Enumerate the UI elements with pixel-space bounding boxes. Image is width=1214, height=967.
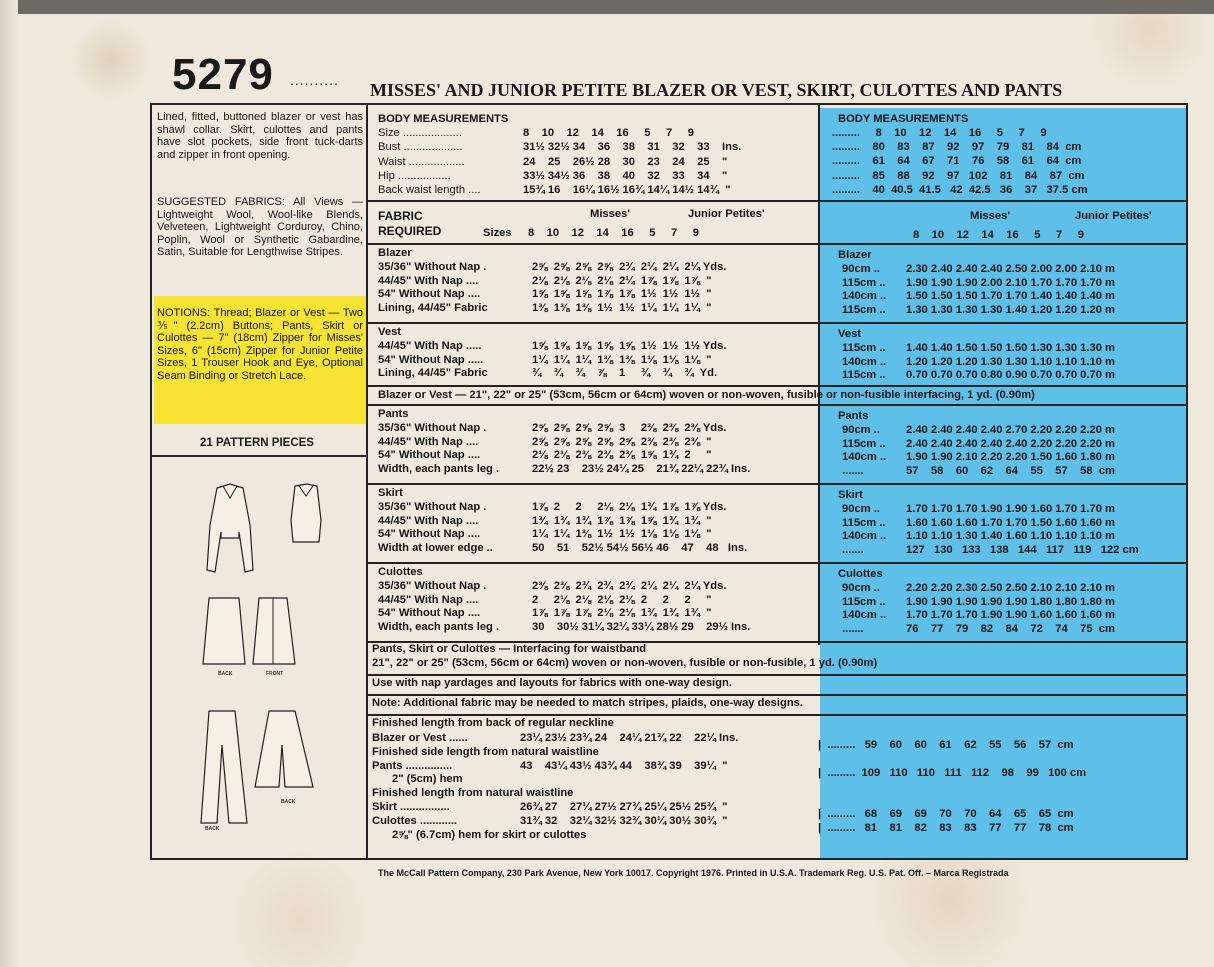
finished-blazer-metric: | ......... 59 60 60 61 62 55 56 57 cm bbox=[818, 739, 1074, 751]
blazer-row-values: 2⅝ 2⅝ 2⅝ 2⅝ 2¾ 2¼ 2¼ 2¼ Yds. bbox=[532, 261, 727, 273]
finished-culottes-metric: | ......... 81 81 82 83 83 77 77 78 cm bbox=[818, 822, 1074, 834]
rule bbox=[367, 404, 1187, 406]
metric-heading: BODY MEASUREMENTS bbox=[838, 113, 969, 125]
vest-metric-values: 0.70 0.70 0.70 0.80 0.90 0.70 0.70 0.70 m bbox=[906, 369, 1116, 382]
body-measurement-label: Waist .................. bbox=[378, 155, 465, 168]
fabric-heading: FABRIC bbox=[378, 209, 423, 223]
finished-skirt-values: 26¾ 27 27¼ 27½ 27¾ 25¼ 25½ 25¾ " bbox=[520, 801, 728, 813]
finished-skirt-label: Skirt ................ bbox=[372, 801, 450, 813]
rule bbox=[152, 455, 366, 457]
vest-row-values: ¾ ¾ ¾ ⅞ 1 ¾ ¾ ¾ Yd. bbox=[532, 367, 718, 380]
blazer-metric-label: 115cm .. bbox=[842, 276, 886, 289]
skirt-row-values: 50 51 52½ 54½ 56½ 46 47 48 Ins. bbox=[532, 541, 748, 554]
culottes-row-label: 44/45" With Nap .... bbox=[378, 593, 479, 606]
notions: NOTIONS: Thread; Blazer or Vest — Two ⅗" (2.2cm) Buttons; Pants, Skirt or Culottes — 7" (18cm) Zipper for Misses' Sizes, 6" (15cm) Zipper for Junior Petite Sizes, 1 Trouser Hook and Eye, Optional Seam Binding or Stretch Lace. bbox=[157, 307, 363, 382]
culottes-row-label: Width, each pants leg . bbox=[378, 620, 500, 633]
section-title-vest: Vest bbox=[378, 326, 402, 338]
blazer-row-label: Lining, 44/45" Fabric bbox=[378, 301, 488, 314]
pattern-pieces-count: 21 PATTERN PIECES bbox=[200, 437, 314, 449]
caption-back: BACK bbox=[281, 799, 296, 805]
publisher-footer: The McCall Pattern Company, 230 Park Avenue, New York 10017. Copyright 1976. Printed in U.S.A. Trademark Reg. U.S. Pat. Off. – Marca Registrada bbox=[378, 868, 1009, 878]
pants-metric-values: 2.40 2.40 2.40 2.40 2.70 2.20 2.20 2.20 m bbox=[906, 424, 1116, 436]
skirt-metric-label: 115cm .. bbox=[842, 516, 886, 529]
pants-metric-label: 115cm .. bbox=[842, 437, 886, 450]
interfacing-waistband: Pants, Skirt or Culottes — Interfacing for waistband bbox=[372, 643, 647, 655]
section-title-skirt: Skirt bbox=[378, 487, 403, 499]
blazer-metric-label: 140cm .. bbox=[842, 290, 887, 303]
pants-metric-label: ....... bbox=[842, 464, 864, 477]
skirt-row-values: 1¾ 1¾ 1¾ 1⅞ 1⅞ 1⅝ 1¾ 1¾ " bbox=[532, 514, 712, 527]
blazer-row-label: 54" Without Nap .... bbox=[378, 288, 481, 301]
culottes-metric-values: 2.20 2.20 2.30 2.50 2.50 2.10 2.10 2.10 m bbox=[906, 582, 1116, 594]
vest-metric-label: 115cm .. bbox=[842, 342, 886, 354]
culottes-row-values: 2 2⅛ 2⅛ 2⅛ 2⅛ 2 2 2 " bbox=[532, 593, 712, 606]
culottes-metric-label: 90cm .. bbox=[842, 582, 880, 594]
skirt-hem-note: 2⅝" (6.7cm) hem for skirt or culottes bbox=[392, 829, 587, 841]
rule bbox=[367, 243, 1187, 245]
vest-metric-values: 1.20 1.20 1.20 1.30 1.30 1.10 1.10 1.10 m bbox=[906, 355, 1116, 368]
caption-back: BACK bbox=[205, 826, 220, 832]
pattern-number: 5279 bbox=[172, 50, 274, 99]
skirt-row-values: 1⅞ 2 2 2⅛ 2⅛ 1¾ 1⅞ 1⅞ Yds. bbox=[532, 501, 727, 513]
metric-size-columns: 8 10 12 14 16 5 7 9 bbox=[913, 229, 1085, 241]
culottes-row-values: 1⅞ 1⅞ 1⅞ 2⅛ 2⅛ 1¾ 1¾ 1¾ " bbox=[532, 607, 712, 620]
divider-metric bbox=[818, 105, 820, 645]
culottes-metric-label: ....... bbox=[842, 622, 864, 635]
size-columns: 8 10 12 14 16 5 7 9 bbox=[528, 227, 700, 239]
caption-back: BACK bbox=[218, 671, 233, 677]
metric-measurement-row: ......... 85 88 92 97 102 81 84 87 cm bbox=[832, 169, 1085, 182]
pants-row-values: 22½ 23 23½ 24¼ 25 21¾ 22¼ 22¾ Ins. bbox=[532, 462, 751, 475]
pants-culottes-illustration bbox=[195, 705, 325, 830]
finished-heading: Finished length from back of regular neckline bbox=[372, 717, 614, 729]
vest-row-label: 44/45" With Nap ..... bbox=[378, 340, 482, 352]
garment-description: Lined, fitted, buttoned blazer or vest has shawl collar. Skirt, culottes and pants have slot pockets, side front tuck-darts and zipper in front opening. bbox=[157, 111, 363, 161]
pants-row-label: 54" Without Nap .... bbox=[378, 449, 481, 462]
skirt-metric-label: 90cm .. bbox=[842, 503, 880, 515]
culottes-metric-values: 1.90 1.90 1.90 1.90 1.90 1.80 1.80 1.80 m bbox=[906, 595, 1116, 608]
blazer-row-values: 2⅛ 2⅛ 2⅛ 2⅛ 2¼ 1⅞ 1⅞ 1⅞ " bbox=[532, 274, 712, 287]
body-measurement-values: 31½ 32½ 34 36 38 31 32 33 Ins. bbox=[523, 141, 742, 154]
pattern-title: MISSES' AND JUNIOR PETITE BLAZER OR VEST, SKIRT, CULOTTES AND PANTS bbox=[370, 80, 1063, 100]
skirt-metric-values: 1.10 1.10 1.30 1.40 1.60 1.10 1.10 1.10 m bbox=[906, 530, 1116, 543]
interfacing-waistband-detail: 21", 22" or 25" (53cm, 56cm or 64cm) woven or non-woven, fusible or non-fusible, 1 yd. (0.90m) bbox=[372, 657, 878, 669]
pants-row-label: Width, each pants leg . bbox=[378, 462, 500, 475]
rule bbox=[367, 200, 1187, 202]
top-edge bbox=[0, 0, 1214, 14]
vest-row-label: Lining, 44/45" Fabric bbox=[378, 367, 488, 380]
culottes-row-values: 30 30½ 31¼ 32¼ 33¼ 28½ 29 29½ Ins. bbox=[532, 620, 751, 633]
culottes-metric-label: 115cm .. bbox=[842, 595, 886, 608]
skirt-metric-values: 1.70 1.70 1.70 1.90 1.90 1.60 1.70 1.70 m bbox=[906, 503, 1116, 515]
finished-waist-heading: Finished length from natural waistline bbox=[372, 787, 574, 799]
metric-section-title-vest: Vest bbox=[838, 328, 862, 340]
finished-pants-label: Pants ............... bbox=[372, 760, 453, 772]
finished-skirt-metric: | ......... 68 69 69 70 70 64 65 65 cm bbox=[818, 808, 1074, 820]
body-measurement-label: Back waist length .... bbox=[378, 184, 481, 196]
finished-pants-metric: | ......... 109 110 110 111 112 98 99 100 cm bbox=[818, 767, 1087, 779]
skirt-metric-values: 1.60 1.60 1.60 1.70 1.70 1.50 1.60 1.60 m bbox=[906, 516, 1116, 529]
pants-metric-label: 140cm .. bbox=[842, 451, 887, 464]
finished-pants-values: 43 43¼ 43½ 43¾ 44 38¾ 39 39¼ " bbox=[520, 760, 728, 772]
skirt-row-label: 54" Without Nap .... bbox=[378, 528, 481, 541]
metric-section-title-pants: Pants bbox=[838, 410, 869, 422]
pants-metric-values: 2.40 2.40 2.40 2.40 2.40 2.20 2.20 2.20 m bbox=[906, 437, 1116, 450]
body-measurement-label: BODY MEASUREMENTS bbox=[378, 113, 509, 125]
section-title-pants: Pants bbox=[378, 408, 409, 420]
section-title-blazer: Blazer bbox=[378, 247, 412, 259]
vest-metric-values: 1.40 1.40 1.50 1.50 1.50 1.30 1.30 1.30 m bbox=[906, 342, 1116, 354]
misses-label: Misses' bbox=[590, 208, 630, 220]
pants-hem-note: 2" (5cm) hem bbox=[392, 773, 463, 785]
finished-culottes-label: Culottes ............ bbox=[372, 815, 458, 827]
skirt-row-label: Width at lower edge .. bbox=[378, 541, 493, 554]
blazer-metric-values: 1.50 1.50 1.50 1.70 1.70 1.40 1.40 1.40 m bbox=[906, 290, 1116, 303]
suggested-fabrics: SUGGESTED FABRICS: All Views — Lightweight Wool, Wool-like Blends, Velveteen, Lightweight Corduroy, Chino, Poplin, Wool or Synthetic Gabardine, Satin, Suitable for Lengthwise Stripes. bbox=[157, 196, 363, 259]
body-measurement-label: Bust ................... bbox=[378, 141, 463, 154]
divider-left bbox=[366, 105, 368, 858]
metric-section-title-culottes: Culottes bbox=[838, 568, 883, 580]
rule bbox=[367, 714, 1187, 716]
rule bbox=[367, 562, 1187, 564]
rule bbox=[367, 694, 1187, 696]
finished-blazer-values: 23¼ 23½ 23¾ 24 24¼ 21¾ 22 22¼ Ins. bbox=[520, 732, 739, 744]
fabric-heading: REQUIRED bbox=[378, 224, 442, 238]
body-measurement-values: 33½ 34½ 36 38 40 32 33 34 " bbox=[523, 169, 728, 182]
vest-metric-label: 115cm .. bbox=[842, 369, 886, 382]
body-measurement-label: Size ................... bbox=[378, 127, 462, 140]
skirt-metric-values: 127 130 133 138 144 117 119 122 cm bbox=[906, 543, 1139, 556]
blazer-metric-values: 1.30 1.30 1.30 1.30 1.40 1.20 1.20 1.20 m bbox=[906, 303, 1116, 316]
sizes-label: Sizes bbox=[483, 227, 512, 239]
finished-side-heading: Finished side length from natural waistline bbox=[372, 746, 599, 758]
nap-note: Use with nap yardages and layouts for fabrics with one-way design. bbox=[372, 677, 732, 689]
blazer-metric-values: 1.90 1.90 1.90 2.00 2.10 1.70 1.70 1.70 m bbox=[906, 276, 1116, 289]
blazer-metric-label: 90cm .. bbox=[842, 263, 880, 275]
pants-metric-values: 57 58 60 62 64 55 57 58 cm bbox=[906, 464, 1115, 477]
blazer-row-values: 1⅜ 1⅜ 1⅜ 1½ 1½ 1¼ 1¼ 1¼ " bbox=[532, 301, 712, 314]
metric-junior-label: Junior Petites' bbox=[1075, 210, 1152, 222]
blazer-row-values: 1⅝ 1⅝ 1⅝ 1⅞ 1⅞ 1½ 1½ 1½ " bbox=[532, 288, 712, 301]
interfacing-blazer: Blazer or Vest — 21", 22" or 25" (53cm, 56cm or 64cm) woven or non-woven, fusible or non-fusible interfacing, 1 yd. (0.90m) bbox=[378, 389, 1035, 401]
body-measurement-values: 15¾ 16 16¼ 16½ 16¾ 14¼ 14½ 14¾ " bbox=[523, 184, 731, 196]
metric-measurement-row: ......... 80 83 87 92 97 79 81 84 cm bbox=[832, 141, 1082, 154]
skirt-metric-label: 140cm .. bbox=[842, 530, 887, 543]
skirt-metric-label: ....... bbox=[842, 543, 864, 556]
blazer-metric-label: 115cm .. bbox=[842, 303, 886, 316]
skirt-row-values: 1¼ 1¼ 1⅜ 1½ 1½ 1⅛ 1⅛ 1⅛ " bbox=[532, 528, 712, 541]
rule bbox=[367, 385, 1187, 387]
vest-row-values: 1⅝ 1⅝ 1⅝ 1⅝ 1⅝ 1½ 1½ 1½ Yds. bbox=[532, 340, 727, 352]
metric-section-title-blazer: Blazer bbox=[838, 249, 872, 261]
finished-culottes-values: 31¾ 32 32¼ 32½ 32¾ 30¼ 30½ 30¾ " bbox=[520, 815, 728, 827]
metric-misses-label: Misses' bbox=[970, 210, 1010, 222]
metric-section-title-skirt: Skirt bbox=[838, 489, 863, 501]
culottes-metric-values: 76 77 79 82 84 72 74 75 cm bbox=[906, 622, 1115, 635]
culottes-row-label: 54" Without Nap .... bbox=[378, 607, 481, 620]
body-measurement-values: 8 10 12 14 16 5 7 9 bbox=[523, 127, 695, 140]
culottes-row-values: 2⅜ 2⅜ 2¾ 2¾ 2¾ 2¼ 2¼ 2¼ Yds. bbox=[532, 580, 727, 592]
body-measurement-values: 24 25 26½ 28 30 23 24 25 " bbox=[523, 155, 728, 168]
pants-row-label: 44/45" With Nap .... bbox=[378, 435, 479, 448]
pants-row-label: 35/36" Without Nap . bbox=[378, 422, 487, 434]
rule bbox=[367, 674, 1187, 676]
metric-measurement-row: ......... 40 40.5 41.5 42 42.5 36 37 37.5 cm bbox=[832, 183, 1088, 196]
culottes-metric-values: 1.70 1.70 1.70 1.90 1.90 1.60 1.60 1.60 m bbox=[906, 609, 1116, 622]
finished-blazer-label: Blazer or Vest ...... bbox=[372, 732, 468, 744]
metric-measurement-row: ......... 8 10 12 14 16 5 7 9 bbox=[832, 127, 1047, 139]
section-title-culottes: Culottes bbox=[378, 566, 423, 578]
culottes-metric-label: 140cm .. bbox=[842, 609, 887, 622]
pants-row-values: 2⅛ 2⅛ 2⅜ 2⅜ 2⅜ 1⅝ 1¾ 2 " bbox=[532, 449, 712, 462]
blazer-row-label: 35/36" Without Nap . bbox=[378, 261, 487, 273]
title-leader-dots: .......... bbox=[290, 72, 339, 88]
pants-metric-values: 1.90 1.90 2.10 2.20 2.20 1.50 1.60 1.80 m bbox=[906, 451, 1116, 464]
pants-row-values: 2⅝ 2⅝ 2⅝ 2⅝ 3 2⅜ 2⅜ 2⅜ Yds. bbox=[532, 422, 727, 434]
caption-front: FRONT bbox=[266, 671, 284, 677]
rule bbox=[367, 322, 1187, 324]
junior-label: Junior Petites' bbox=[688, 208, 765, 220]
skirt-row-label: 44/45" With Nap .... bbox=[378, 514, 479, 527]
left-edge bbox=[0, 0, 18, 967]
culottes-row-label: 35/36" Without Nap . bbox=[378, 580, 487, 592]
vest-row-values: 1¼ 1¼ 1¼ 1⅜ 1⅜ 1⅛ 1⅛ 1⅛ " bbox=[532, 353, 712, 366]
rule bbox=[367, 483, 1187, 485]
skirt-illustration bbox=[195, 592, 325, 682]
metric-measurement-row: ......... 61 64 67 71 76 58 61 64 cm bbox=[832, 155, 1082, 168]
vest-row-label: 54" Without Nap ..... bbox=[378, 353, 484, 366]
blazer-row-label: 44/45" With Nap .... bbox=[378, 274, 479, 287]
fabric-note: Note: Additional fabric may be needed to match stripes, plaids, one-way designs. bbox=[372, 697, 804, 709]
skirt-row-label: 35/36" Without Nap . bbox=[378, 501, 487, 513]
body-measurement-label: Hip ................. bbox=[378, 169, 451, 182]
blazer-metric-values: 2.30 2.40 2.40 2.40 2.50 2.00 2.00 2.10 m bbox=[906, 263, 1116, 275]
vest-metric-label: 140cm .. bbox=[842, 355, 887, 368]
pants-row-values: 2⅝ 2⅝ 2⅝ 2⅝ 2⅝ 2⅜ 2⅜ 2⅜ " bbox=[532, 435, 712, 448]
pants-metric-label: 90cm .. bbox=[842, 424, 880, 436]
blazer-vest-illustration bbox=[195, 480, 325, 580]
